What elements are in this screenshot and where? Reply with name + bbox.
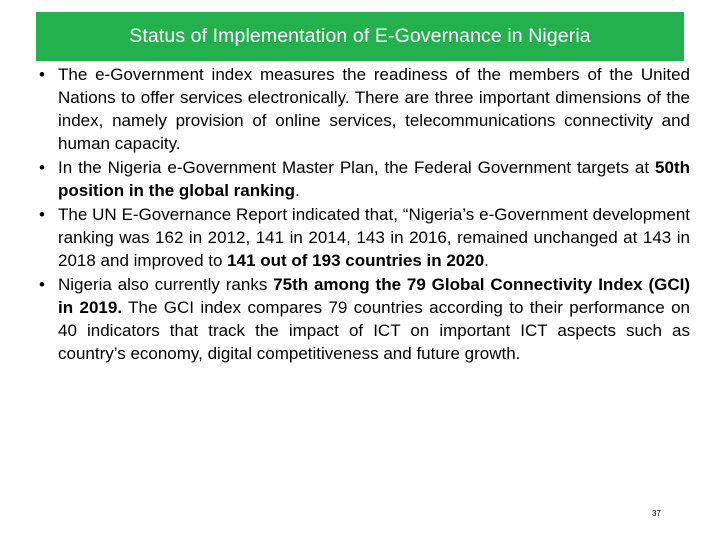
bullet-text-segment: The GCI index compares 79 countries according to their performance on 40 indicators that track the impact of ICT on important ICT aspects such as country’s economy, digital competitiveness and future growth. — [58, 298, 691, 363]
bullet-text-emphasis: 75th among the 79 Global Connectivity Index (GCI) in 2019. — [58, 275, 690, 317]
slide-body — [30, 63, 690, 366]
bullet-item-un-report — [30, 203, 690, 272]
bullet-text-emphasis: 50th position in the global ranking — [58, 158, 690, 200]
slide-title-bar — [36, 12, 684, 61]
bullet-text — [58, 203, 690, 272]
bullet-text-emphasis: 141 out of 193 countries in 2020 — [227, 251, 485, 270]
bullet-text — [58, 156, 690, 202]
bullet-icon: • — [39, 65, 45, 84]
bullet-icon: • — [39, 205, 45, 224]
slide-title: Status of Implementation of E-Governance in Nigeria — [129, 25, 591, 47]
bullet-text-segment: In the Nigeria e-Government Master Plan, the Federal Government targets at — [58, 158, 656, 177]
bullet-text-segment: . — [295, 181, 300, 200]
bullet-item-master-plan — [30, 156, 690, 202]
bullet-icon: • — [39, 275, 45, 294]
bullet-item-egov-index — [30, 63, 690, 155]
bullet-text — [58, 63, 690, 155]
bullet-text-segment: The UN E-Governance Report indicated that, “Nigeria’s e-Government development ranking was 162 in 2012, 141 in 2014, 143 in 2016, remained unchanged at 143 in 2018 and improved to — [58, 205, 690, 270]
bullet-text — [58, 273, 690, 365]
page-number: 37 — [652, 509, 661, 518]
bullet-text-segment: The e-Government index measures the readiness of the members of the United Nations to offer services electronically. There are three important dimensions of the index, namely provision of online services, telecommunications connectivity and human capacity. — [58, 65, 690, 153]
bullet-text-segment: Nigeria also currently ranks — [58, 275, 274, 294]
bullet-item-gci — [30, 273, 690, 365]
bullet-text-segment: . — [484, 251, 489, 270]
bullet-icon: • — [39, 158, 45, 177]
